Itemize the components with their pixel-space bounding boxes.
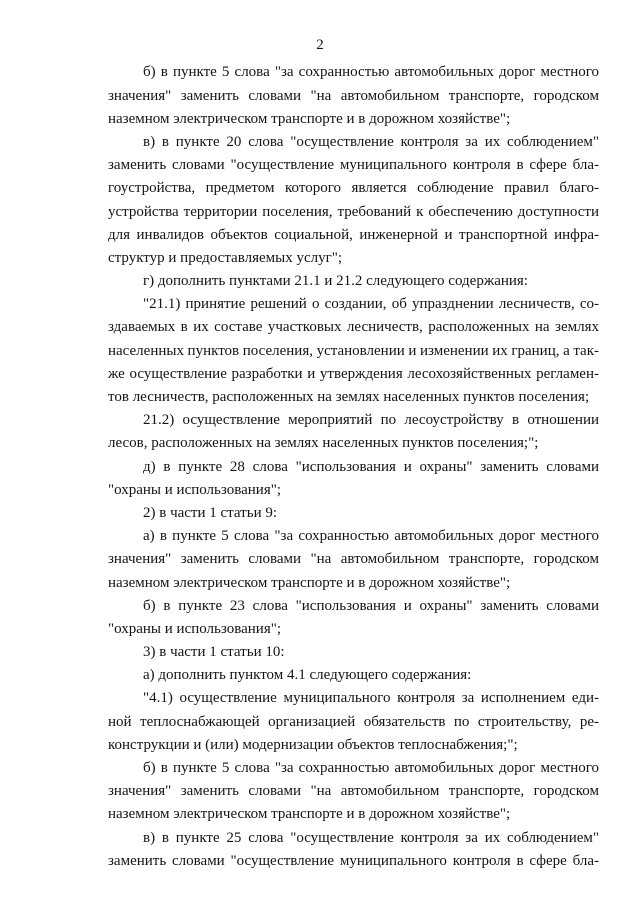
- text-line: структур и предоставляемых услуг";: [108, 249, 343, 266]
- page-number: 2: [316, 37, 324, 53]
- text-line: гоустройства, предметом которого является соблюдение правил благо-: [108, 180, 599, 197]
- text-line: значения" заменить словами "на автомобильном транспорте, городском: [108, 87, 599, 104]
- text-line: а) в пункте 5 слова "за сохранностью автомобильных дорог местного: [143, 528, 599, 545]
- paragraph: [108, 525, 599, 595]
- text-line: заменить словами "осуществление муниципального контроля в сфере бла-: [108, 852, 599, 869]
- text-line: б) в пункте 5 слова "за сохранностью автомобильных дорог местного: [143, 760, 599, 777]
- paragraph: [108, 456, 599, 502]
- text-line: б) в пункте 5 слова "за сохранностью автомобильных дорог местного: [143, 64, 599, 81]
- paragraph: [108, 502, 599, 525]
- paragraph: [108, 687, 599, 757]
- paragraph: [108, 595, 599, 641]
- text-line: в) в пункте 20 слова "осуществление контроля за их соблюдением": [143, 133, 599, 150]
- text-line: 21.2) осуществление мероприятий по лесоустройству в отношении: [143, 412, 599, 429]
- text-line: "охраны и использования";: [108, 620, 282, 637]
- text-line: г) дополнить пунктами 21.1 и 21.2 следующего содержания:: [143, 273, 528, 290]
- paragraph: [108, 131, 599, 270]
- paragraph: [108, 409, 599, 455]
- text-line: же осуществление разработки и утверждения лесохозяйственных регламен-: [108, 365, 599, 382]
- text-line: наземном электрическом транспорте и в дорожном хозяйстве";: [108, 110, 511, 127]
- text-line: а) дополнить пунктом 4.1 следующего содержания:: [143, 667, 472, 684]
- text-line: 3) в части 1 статьи 10:: [143, 644, 285, 661]
- text-line: устройства территории поселения, требований к обеспечению доступности: [108, 203, 599, 220]
- text-line: ной теплоснабжающей организацией обязательств по строительству, ре-: [108, 713, 599, 730]
- text-line: "4.1) осуществление муниципального контроля за исполнением еди-: [143, 690, 599, 707]
- text-line: значения" заменить словами "на автомобильном транспорте, городском: [108, 551, 599, 568]
- paragraph: [108, 664, 599, 687]
- text-line: конструкции и (или) модернизации объектов теплоснабжения;";: [108, 736, 518, 753]
- document-body: [108, 61, 599, 873]
- paragraph: [108, 641, 599, 664]
- paragraph: [108, 61, 599, 131]
- text-line: "охраны и использования";: [108, 481, 282, 498]
- text-line: тов лесничеств, расположенных на землях населенных пунктов поселения;: [108, 389, 590, 406]
- paragraph: [108, 293, 599, 409]
- text-line: 2) в части 1 статьи 9:: [143, 504, 278, 521]
- text-line: значения" заменить словами "на автомобильном транспорте, городском: [108, 783, 599, 800]
- text-line: д) в пункте 28 слова "использования и охраны" заменить словами: [143, 458, 599, 475]
- text-line: в) в пункте 25 слова "осуществление контроля за их соблюдением": [143, 829, 599, 846]
- paragraph: [108, 270, 599, 293]
- text-line: здаваемых в их составе участковых лесничеств, расположенных на землях: [108, 319, 599, 336]
- paragraph: [108, 827, 599, 873]
- text-line: б) в пункте 23 слова "использования и охраны" заменить словами: [143, 597, 599, 614]
- text-line: лесов, расположенных на землях населенных пунктов поселения;";: [108, 435, 539, 452]
- text-line: наземном электрическом транспорте и в дорожном хозяйстве";: [108, 806, 511, 823]
- text-line: заменить словами "осуществление муниципального контроля в сфере бла-: [108, 157, 599, 174]
- paragraph: [108, 757, 599, 827]
- text-line: "21.1) принятие решений о создании, об упразднении лесничеств, со-: [143, 296, 599, 313]
- text-line: для инвалидов объектов социальной, инженерной и транспортной инфра-: [108, 226, 599, 243]
- text-line: наземном электрическом транспорте и в дорожном хозяйстве";: [108, 574, 511, 591]
- text-line: населенных пунктов поселения, установлении и изменении их границ, а так-: [108, 342, 600, 359]
